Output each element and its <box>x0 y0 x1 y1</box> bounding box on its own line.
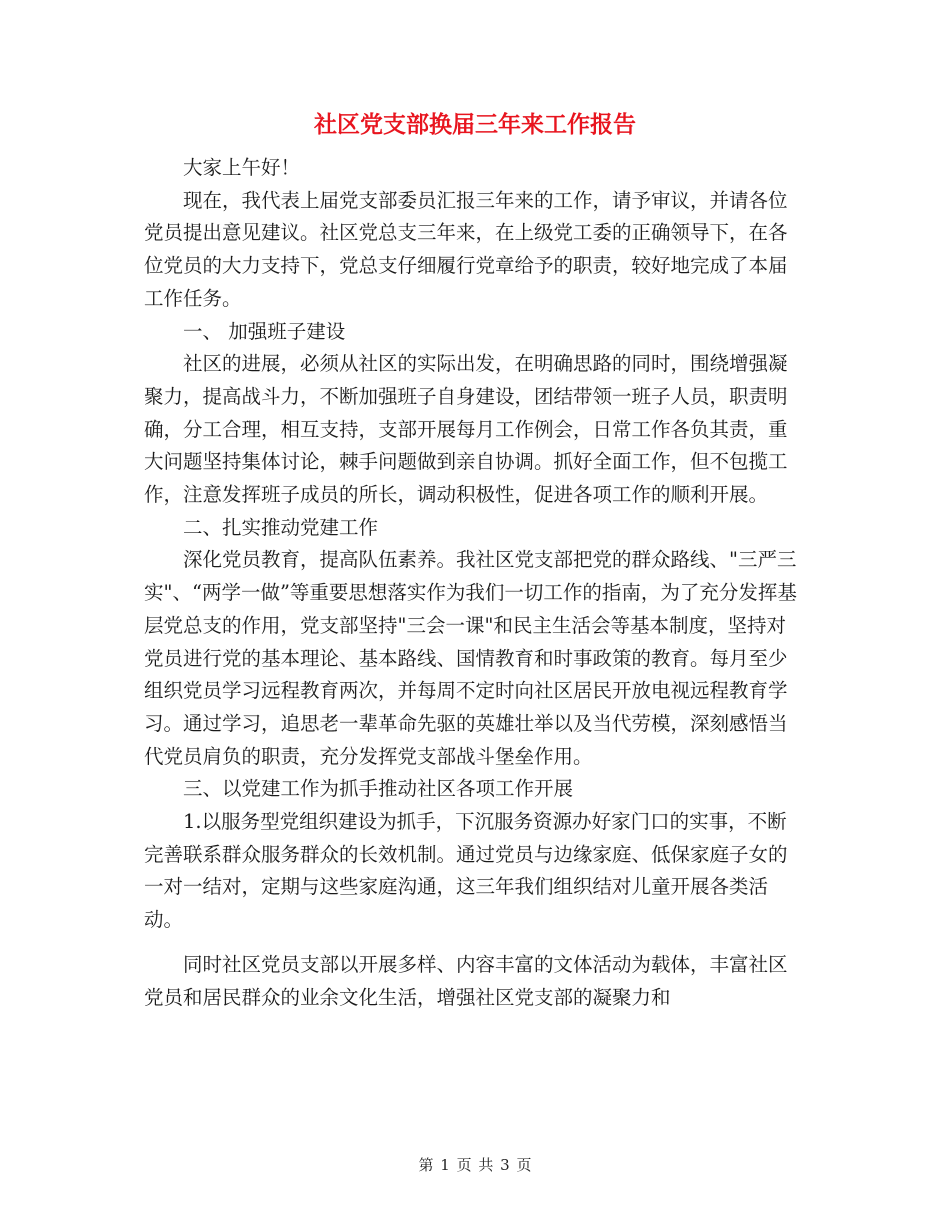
section-heading-3: 三、以党建工作为抓手推动社区各项工作开展 <box>183 777 574 801</box>
section-2-paragraph: 深化党员教育，提高队伍素养。我社区党支部把党的群众路线、"三严三实"、“两学一做”等重要思想落实作为我们一切工作的指南，为了充分发挥基层党总支的作用，党支部坚持"三会一课"和民主生活会等基本制度，坚持对党员进行党的基本理论、基本路线、国情教育和时事政策的教育。每月至少组织党员学习远程教育两次，并每周不定时向社区居民开放电视远程教育学习。通过学习，追思老一辈革命先驱的英雄壮举以及当代劳模，深刻感悟当代党员肩负的职责，充分发挥党支部战斗堡垒作用。 <box>144 548 797 768</box>
document-body <box>144 152 804 1014</box>
intro-paragraph: 现在，我代表上届党支部委员汇报三年来的工作，请予审议，并请各位党员提出意见建议。社区党总支三年来，在上级党工委的正确领导下，在各位党员的大力支持下，党总支仔细履行党章给予的职责，较好地完成了本届工作任务。 <box>144 188 788 310</box>
section-3-paragraph-2: 同时社区党员支部以开展多样、内容丰富的文体活动为载体，丰富社区党员和居民群众的业余文化生活，增强社区党支部的凝聚力和 <box>144 952 788 1009</box>
greeting-paragraph: 大家上午好！ <box>183 156 301 179</box>
document-title: 社区党支部换届三年来工作报告 <box>314 111 636 138</box>
section-heading-1: 一、 加强班子建设 <box>183 319 346 343</box>
section-1-paragraph: 社区的进展，必须从社区的实际出发，在明确思路的同时，围绕增强凝聚力，提高战斗力，不断加强班子自身建设，团结带领一班子人员，职责明确，分工合理，相互支持，支部开展每月工作例会，日常工作各负其责，重大问题坚持集体讨论，棘手问题做到亲自协调。抓好全面工作，但不包揽工作，注意发挥班子成员的所长，调动积极性，促进各项工作的顺利开展。 <box>144 352 788 507</box>
page-footer: 第 1 页 共 3 页 <box>418 1156 532 1174</box>
section-3-paragraph-1: 1.以服务型党组织建设为抓手，下沉服务资源办好家门口的实事，不断完善联系群众服务群众的长效机制。通过党员与边缘家庭、低保家庭子女的一对一结对，定期与这些家庭沟通，这三年我们组织结对儿童开展各类活动。 <box>144 810 788 932</box>
section-heading-2: 二、扎实推动党建工作 <box>183 515 379 539</box>
